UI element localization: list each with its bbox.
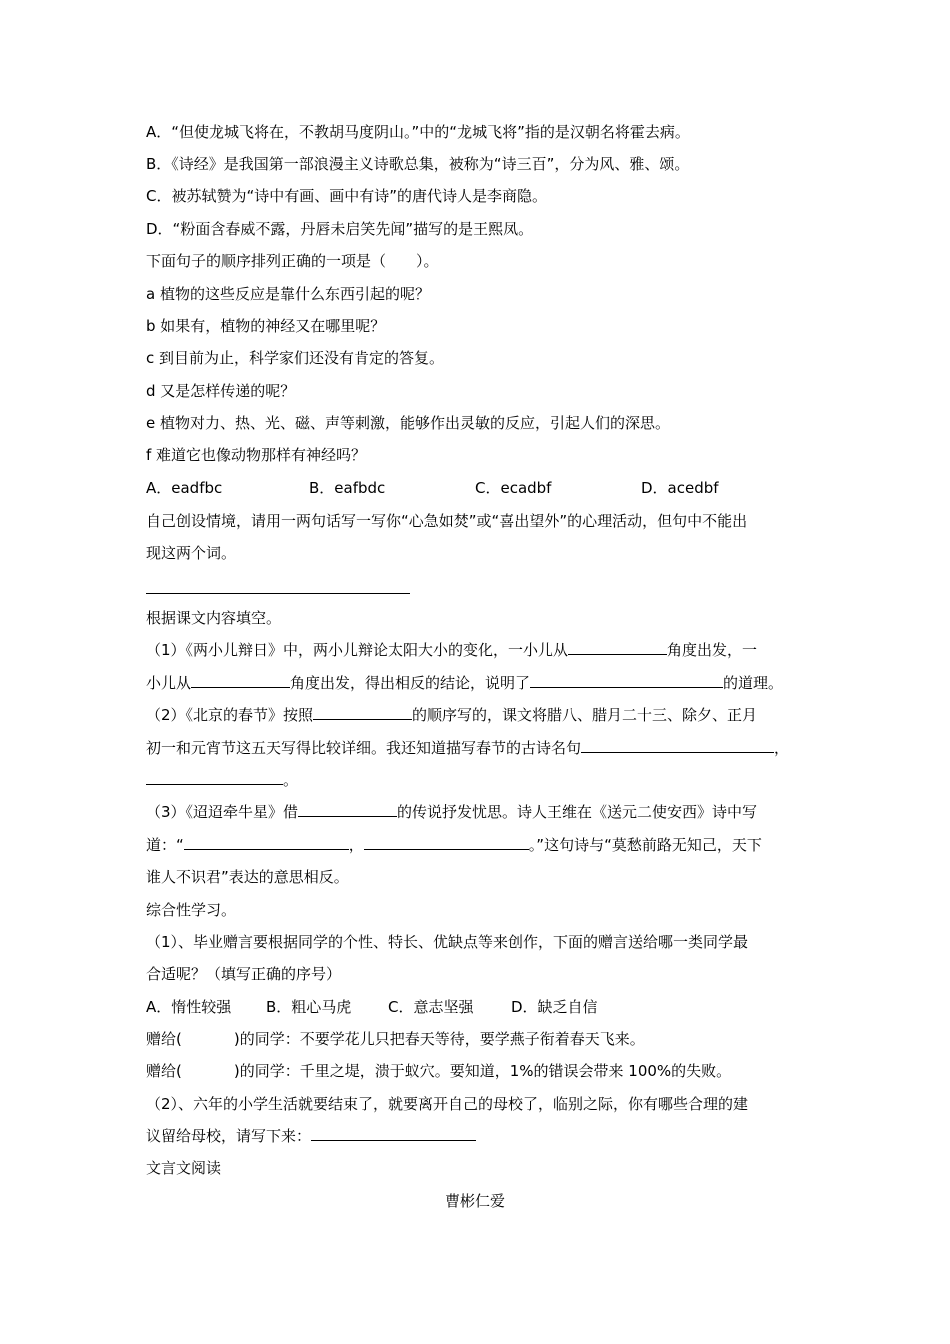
- q5-option-c: C．意志坚强: [388, 998, 474, 1016]
- q4-part3-line1: [146, 801, 757, 823]
- q5-option-b: B．粗心马虎: [266, 998, 352, 1016]
- q3-line1: 自己创设情境，请用一两句话写一写你“心急如焚”或“喜出望外”的心理活动，但句中不能出: [146, 512, 748, 530]
- q1-option-b: B．《诗经》是我国第一部浪漫主义诗歌总集，被称为“诗三百”，分为风、雅、颂。: [146, 155, 690, 173]
- q4-title: 根据课文内容填空。: [146, 609, 282, 627]
- q2-option-a: A．eadfbc: [146, 479, 223, 497]
- q4-p3-text-b: 的传说抒发忧思。诗人王维在《送元二使安西》诗中写: [397, 803, 758, 821]
- q4-p2-text-b: 的顺序写的，课文将腊八、腊月二十三、除夕、正月: [412, 706, 758, 724]
- q4-p3-blank2[interactable]: [184, 834, 349, 850]
- q4-p1-blank1[interactable]: [568, 639, 667, 655]
- q2-sentence-e: e 植物对力、热、光、磁、声等刺激，能够作出灵敏的反应，引起人们的深思。: [146, 414, 671, 432]
- q4-part2-line3: [146, 769, 298, 791]
- q1-option-a: A．“但使龙城飞将在，不教胡马度阴山。”中的“龙城飞将”指的是汉朝名将霍去病。: [146, 123, 690, 141]
- q4-p2-text-d: ，: [774, 739, 790, 757]
- q5-gift2-prefix: 赠给(: [146, 1062, 182, 1080]
- q4-p3-text-a: （3）《迢迢牵牛星》借: [146, 803, 299, 821]
- q4-p1-text-a: （1）《两小儿辩日》中，两小儿辩论太阳大小的变化，一小儿从: [146, 641, 569, 659]
- q5-title: 综合性学习。: [146, 901, 237, 919]
- q5-option-a: A．惰性较强: [146, 998, 232, 1016]
- q5-gift2-text: )的同学：千里之堤，溃于蚁穴。要知道，1%的错误会带来 100%的失败。: [233, 1062, 732, 1080]
- q4-p3-blank1[interactable]: [298, 801, 397, 817]
- q4-p1-text-d: 角度出发，得出相反的结论，说明了: [290, 674, 531, 692]
- q3-answer-line[interactable]: [146, 593, 410, 594]
- q4-p2-blank3[interactable]: [146, 769, 283, 785]
- q2-sentence-a: a 植物的这些反应是靠什么东西引起的呢？: [146, 285, 430, 303]
- q4-p3-text-e: 。”这句诗与“莫愁前路无知己，天下: [528, 836, 762, 854]
- q2-sentence-d: d 又是怎样传递的呢？: [146, 382, 296, 400]
- q4-p1-blank2[interactable]: [191, 672, 290, 688]
- q4-p2-blank1[interactable]: [313, 704, 412, 720]
- q4-p1-text-c: 小儿从: [146, 674, 192, 692]
- q3-line2: 现这两个词。: [146, 544, 237, 562]
- q2-option-c: C．ecadbf: [475, 479, 552, 497]
- q4-p2-text-c: 初一和元宵节这五天写得比较详细。我还知道描写春节的古诗名句: [146, 739, 582, 757]
- q4-p2-text-e: 。: [283, 771, 299, 789]
- q4-p1-text-e: 的道理。: [723, 674, 784, 692]
- q5-s1-line2: 合适呢？（填写正确的序号）: [146, 965, 342, 983]
- q2-stem: 下面句子的顺序排列正确的一项是（ ）。: [146, 252, 439, 270]
- q4-part2-line1: [146, 704, 757, 726]
- passage-title: 曹彬仁爱: [444, 1192, 505, 1210]
- q2-sentence-f: f 难道它也像动物那样有神经吗？: [146, 446, 367, 464]
- q2-option-d: D．acedbf: [641, 479, 719, 497]
- q4-p3-text-c: 道：“: [146, 836, 184, 854]
- q5-option-d: D．缺乏自信: [511, 998, 598, 1016]
- q4-p3-text-d: ，: [348, 836, 364, 854]
- q4-part1-line1: [146, 639, 757, 661]
- q5-gift1: [146, 1028, 645, 1050]
- q4-part3-line2: [146, 834, 762, 856]
- q5-s2-blank[interactable]: [311, 1125, 476, 1141]
- q5-gift2: [146, 1060, 731, 1082]
- q2-sentence-b: b 如果有，植物的神经又在哪里呢？: [146, 317, 386, 335]
- q4-p2-text-a: （2）《北京的春节》按照: [146, 706, 314, 724]
- q5-s2-line1: （2）、六年的小学生活就要结束了，就要离开自己的母校了，临别之际，你有哪些合理的建: [146, 1095, 749, 1113]
- q4-p1-blank3[interactable]: [530, 672, 723, 688]
- q5-s1-line1: （1）、毕业赠言要根据同学的个性、特长、优缺点等来创作，下面的赠言送给哪一类同学最: [146, 933, 749, 951]
- q5-gift1-prefix: 赠给(: [146, 1030, 182, 1048]
- q4-p1-text-b: 角度出发，一: [667, 641, 758, 659]
- q4-p3-blank3[interactable]: [364, 834, 529, 850]
- q4-part1-line2: [146, 672, 783, 694]
- q5-s2-text: 议留给母校，请写下来：: [146, 1127, 312, 1145]
- q2-sentence-c: c 到目前为止，科学家们还没有肯定的答复。: [146, 349, 445, 367]
- q4-part3-line3: 谁人不识君”表达的意思相反。: [146, 868, 349, 886]
- q1-option-c: C．被苏轼赞为“诗中有画、画中有诗”的唐代诗人是李商隐。: [146, 187, 548, 205]
- q4-part2-line2: [146, 737, 789, 759]
- q6-title: 文言文阅读: [146, 1159, 222, 1177]
- q1-option-d: D．“粉面含春威不露，丹唇未启笑先闻”描写的是王熙凤。: [146, 220, 534, 238]
- q4-p2-blank2[interactable]: [581, 737, 774, 753]
- q5-s2-line2: [146, 1125, 476, 1147]
- q2-option-b: B．eafbdc: [309, 479, 386, 497]
- q5-gift1-text: )的同学：不要学花儿只把春天等待，要学燕子衔着春天飞来。: [233, 1030, 645, 1048]
